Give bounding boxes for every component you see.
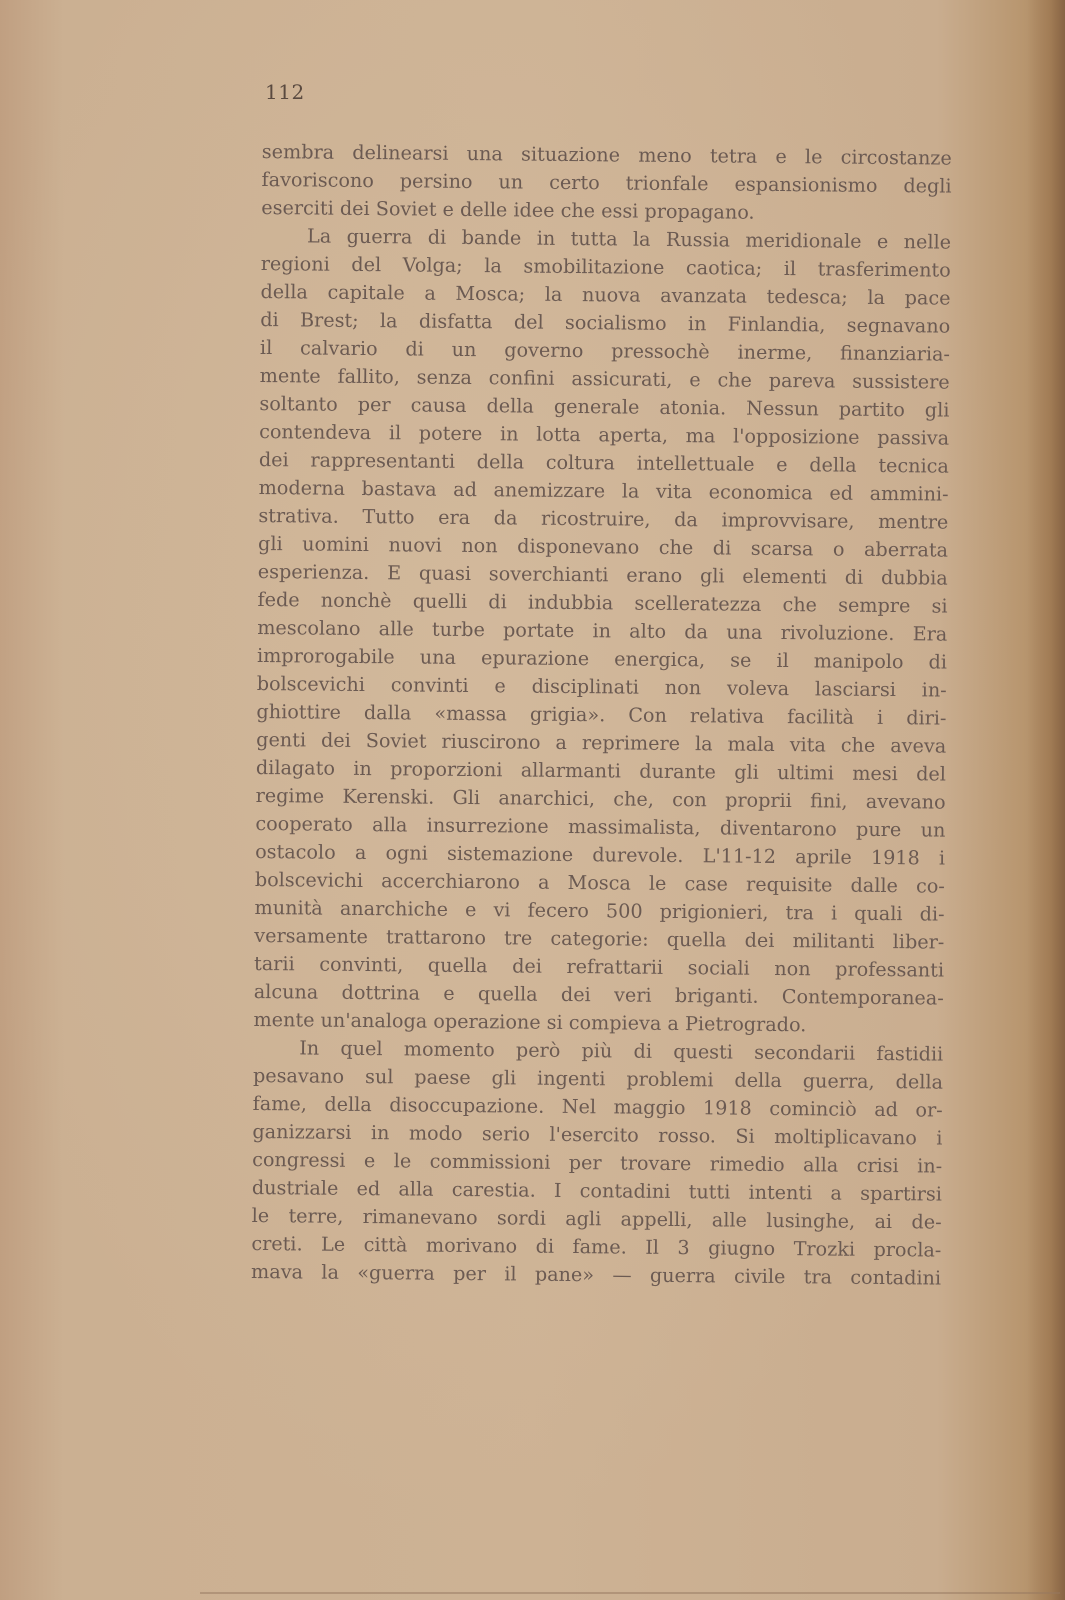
- text-line: In quel momento però più di questi secondarii fastidii: [299, 1036, 944, 1066]
- text-line: dilagato in proporzioni allarmanti durante gli ultimi mesi del: [255, 755, 947, 786]
- text-line: tarii convinti, quella dei refrattarii sociali non professanti: [253, 951, 945, 982]
- text-line: dei rappresentanti della coltura intellettuale e della tecnica: [258, 447, 949, 478]
- text-line: mente fallito, senza confini assicurati, e che pareva sussistere: [259, 363, 950, 394]
- text-line: contendeva il potere in lotta aperta, ma l'opposizione passiva: [259, 419, 950, 450]
- text-line: ganizzarsi in modo serio l'esercito rosso. Si moltiplicavano i: [252, 1119, 943, 1150]
- text-line: congressi e le commissioni per trovare rimedio alla crisi in-: [252, 1147, 943, 1178]
- page-edge-shadow: [1027, 0, 1065, 1600]
- text-line: mescolano alle turbe portate in alto da una rivoluzione. Era: [257, 615, 948, 646]
- text-line: alcuna dottrina e quella dei veri briganti. Contemporanea-: [253, 979, 944, 1010]
- text-line: regime Kerenski. Gli anarchici, che, con proprii fini, avevano: [255, 783, 946, 814]
- text-line: il calvario di un governo pressochè inerme, finanziaria-: [259, 335, 951, 366]
- body-text: [251, 138, 952, 1293]
- text-line: munità anarchiche e vi fecero 500 prigionieri, tra i quali di-: [254, 895, 945, 926]
- text-line: fede nonchè quelli di indubbia scelleratezza che sempre si: [257, 587, 948, 618]
- text-line: dustriale ed alla carestia. I contadini tutti intenti a spartirsi: [251, 1175, 943, 1206]
- text-line: mava la «guerra per il pane» — guerra civile tra contadini: [251, 1259, 942, 1290]
- text-line: gli uomini nuovi non disponevano che di scarsa o aberrata: [257, 531, 949, 562]
- text-line: moderna bastava ad anemizzare la vita economica ed ammini-: [258, 475, 949, 506]
- text-line: le terre, rimanevano sordi agli appelli, alle lusinghe, ai de-: [251, 1203, 942, 1234]
- text-line: di Brest; la disfatta del socialismo in Finlandia, segnavano: [260, 307, 951, 338]
- page-bottom-edge: [200, 1592, 1060, 1594]
- text-line: sembra delinearsi una situazione meno tetra e le circostanze: [261, 139, 952, 170]
- text-line: eserciti dei Soviet e delle idee che essi propagano.: [261, 195, 755, 224]
- text-line: fame, della disoccupazione. Nel maggio 1918 cominciò ad or-: [252, 1091, 943, 1122]
- text-line: favoriscono persino un certo trionfale espansionismo degli: [261, 167, 952, 198]
- text-line: improrogabile una epurazione energica, se il manipolo di: [256, 643, 948, 674]
- text-line: bolscevichi convinti e disciplinati non voleva lasciarsi in-: [256, 671, 947, 702]
- text-line: soltanto per causa della generale atonia. Nessun partito gli: [259, 391, 950, 422]
- text-line: pesavano sul paese gli ingenti problemi della guerra, della: [252, 1063, 944, 1094]
- text-line: genti dei Soviet riuscirono a reprimere la mala vita che aveva: [256, 727, 947, 758]
- text-line: ghiottire dalla «massa grigia». Con relativa facilità i diri-: [256, 699, 947, 730]
- text-line: esperienza. E quasi soverchianti erano gli elementi di dubbia: [257, 559, 948, 590]
- text-line: della capitale a Mosca; la nuova avanzata tedesca; la pace: [260, 279, 951, 310]
- page-number: 112: [265, 80, 305, 104]
- text-line: cooperato alla insurrezione massimalista, diventarono pure un: [255, 811, 946, 842]
- text-line: mente un'analoga operazione si compieva a Pietrogrado.: [253, 1007, 807, 1037]
- text-line: regioni del Volga; la smobilitazione caotica; il trasferimento: [260, 251, 951, 282]
- text-line: strativa. Tutto era da ricostruire, da improvvisare, mentre: [258, 503, 949, 534]
- text-line: ostacolo a ogni sistemazione durevole. L'11-12 aprile 1918 i: [255, 839, 946, 870]
- text-line: La guerra di bande in tutta la Russia meridionale e nelle: [306, 224, 952, 254]
- text-line: bolscevichi accerchiarono a Mosca le case requisite dalle co-: [254, 867, 945, 898]
- text-line: versamente trattarono tre categorie: quella dei militanti liber-: [254, 923, 945, 954]
- text-line: creti. Le città morivano di fame. Il 3 giugno Trozki procla-: [251, 1231, 942, 1262]
